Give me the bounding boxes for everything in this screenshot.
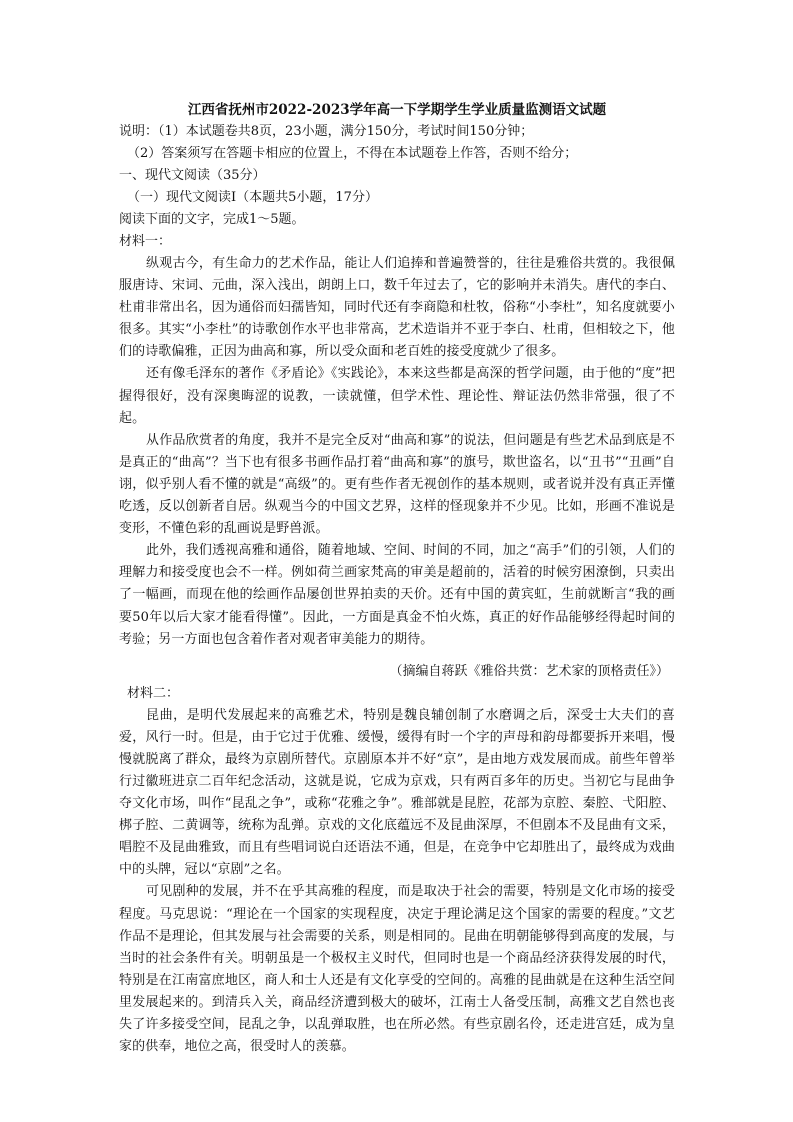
instruction-line-2: （2）答案须写在答题卡相应的位置上，不得在本试题卷上作答，否则不给分； <box>127 146 578 161</box>
page-content <box>119 100 675 1058</box>
reading-prompt: 阅读下面的文字，完成1～5题。 <box>119 212 305 227</box>
material1-label: 材料一： <box>119 234 172 249</box>
material1-paragraph-2: 还有像毛泽东的著作《矛盾论》《实践论》，本来这些都是高深的哲学问题，由于他的“度”把握得很好，没有深奥晦涩的说教，一读就懂，但学术性、理论性、辩证法仍然非常强，很了不起。 <box>119 366 675 426</box>
subsection-heading: （一）现代文阅读Ⅰ（本题共5小题，17分） <box>127 190 378 205</box>
section-heading: 一、现代文阅读（35分） <box>119 168 266 183</box>
material1-paragraph-1: 纵观古今，有生命力的艺术作品，能让人们追捧和普遍赞誉的，往往是雅俗共赏的。我很佩服唐诗、宋词、元曲，深入浅出，朗朗上口，数千年过去了，它的影响并未消失。唐代的李白、杜甫非常出名，因为通俗而妇孺皆知，同时代还有李商隐和杜牧，俗称“小李杜”，知名度就要小很多。其实“小李杜”的诗歌创作水平也非常高，艺术造诣并不亚于李白、杜甫，但相较之下，他们的诗歌偏雅，正因为曲高和寡，所以受众面和老百姓的接受度就少了很多。 <box>119 256 675 360</box>
material1-paragraph-4: 此外，我们透视高雅和通俗，随着地域、空间、时间的不同，加之“高手”们的引领，人们的理解力和接受度也会不一样。例如荷兰画家梵高的审美是超前的，活着的时候穷困潦倒，只卖出了一幅画，而现在他的绘画作品屡创世界拍卖的天价。还有中国的黄宾虹，生前就断言“我的画要50年以后大家才能看得懂”。因此，一方面是真金不怕火炼，真正的好作品能够经得起时间的考验；另一方面也包含着作者对观者审美能力的期待。 <box>119 543 675 647</box>
material1-paragraph-3: 从作品欣赏者的角度，我并不是完全反对“曲高和寡”的说法，但问题是有些艺术品到底是不是真正的“曲高”？当下也有很多书画作品打着“曲高和寡”的旗号，欺世盗名，以“丑书”“丑画”自诩，似乎别人看不懂的就是“高级”的。更有些作者无视创作的基本规则，或者说并没有真正弄懂吃透，反以创新者自居。纵观当今的中国文艺界，这样的怪现象并不少见。比如，形画不准说是变形，不懂色彩的乱画说是野兽派。 <box>119 432 675 537</box>
instruction-line-1: 说明：（1）本试题卷共8页，23小题，满分150分，考试时间150分钟； <box>119 124 534 139</box>
material2-paragraph-1: 昆曲，是明代发展起来的高雅艺术，特别是魏良辅创制了水磨调之后，深受士大夫们的喜爱，风行一时。但是，由于它过于优雅、缓慢，缓得有时一个字的声母和韵母都要拆开来唱，慢慢就脱离了群众，最终为京剧所替代。京剧原本并不好“京”，是由地方戏发展而成。前些年曾举行过徽班进京二百年纪念活动，这就是说，它成为京戏，只有两百多年的历史。当初它与昆曲争夺文化市场，叫作“昆乱之争”，或称“花雅之争”。雅部就是昆腔，花部为京腔、秦腔、弋阳腔、梆子腔、二黄调等，统称为乱弹。京戏的文化底蕴远不及昆曲深厚，不但剧本不及昆曲有文采，唱腔不及昆曲雅致，而且有些唱词说白还语法不通，但是，在竞争中它却胜出了，最终成为戏曲中的头牌，冠以“京剧”之名。 <box>119 707 675 878</box>
material2-label: 材料二： <box>127 685 180 701</box>
material2-paragraph-2: 可见剧种的发展，并不在乎其高雅的程度，而是取决于社会的需要，特别是文化市场的接受程度。马克思说：“理论在一个国家的实现程度，决定于理论满足这个国家的需要的程度。”文艺作品不是理论，但其发展与社会需要的关系，则是相同的。昆曲在明朝能够得到高度的发展，与当时的社会条件有关。明朝虽是一个极权主义时代，但同时也是一个商品经济获得发展的时代，特别是在江南富庶地区，商人和士人还是有文化享受的空间的。高雅的昆曲就是在这种生活空间里发展起来的。到清兵入关，商品经济遭到极大的破坏，江南士人备受压制，高雅文艺自然也丧失了许多接受空间，昆乱之争，以乱弹取胜，也在所必然。有些京剧名伶，还走进宫廷，成为皇家的供奉，地位之高，很受时人的羡慕。 <box>119 884 675 1055</box>
exam-title: 江西省抚州市2022-2023学年高一下学期学生学业质量监测语文试题 <box>187 102 607 118</box>
material1-source: （摘编自蒋跃《雅俗共赏：艺术家的顶格责任》） <box>389 663 669 679</box>
